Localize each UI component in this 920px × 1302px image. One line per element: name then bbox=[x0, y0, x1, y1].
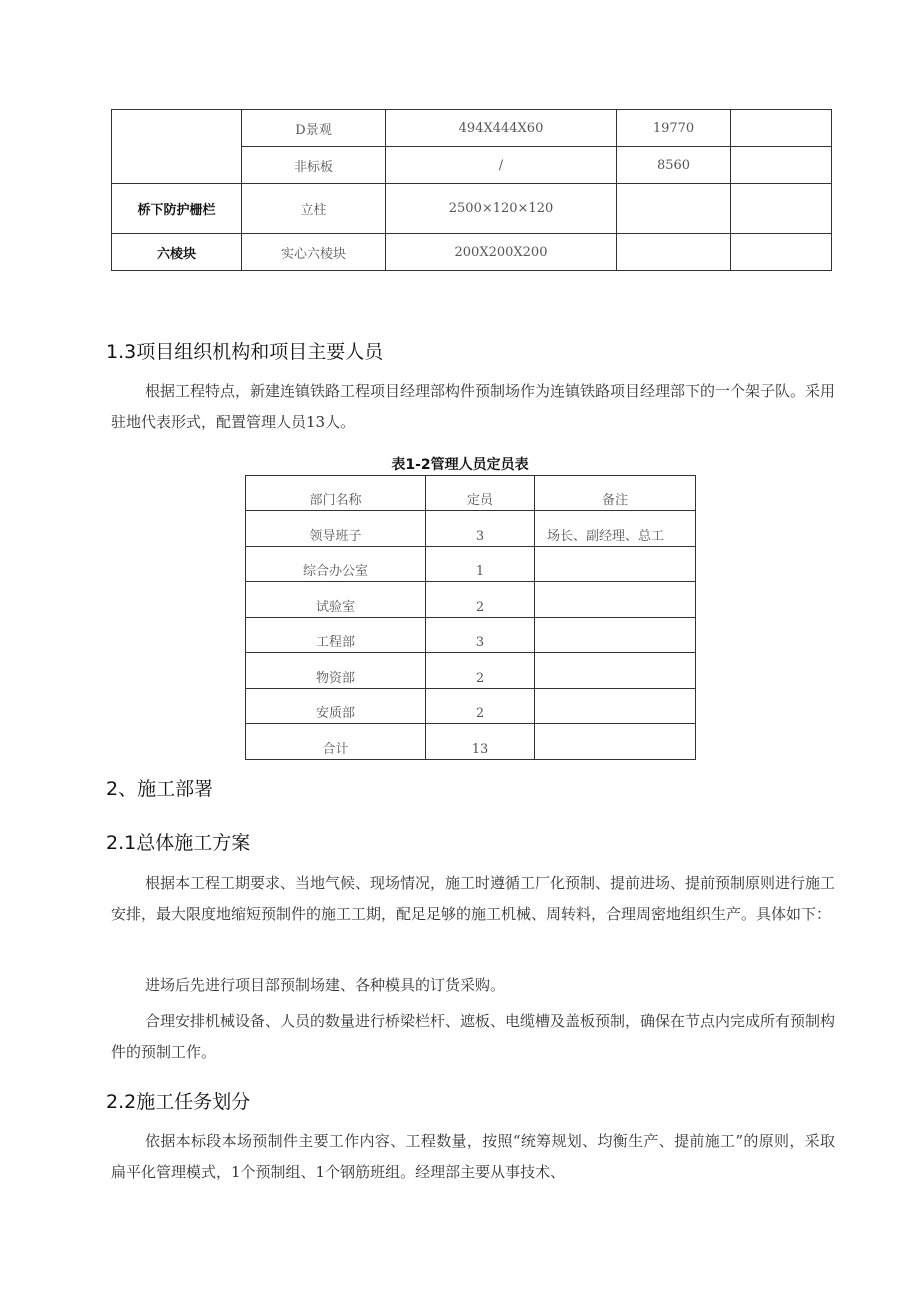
note-cell bbox=[731, 147, 832, 184]
item-cell: 非标板 bbox=[242, 147, 386, 184]
section-heading-2-1: 2.1总体施工方案 bbox=[106, 832, 251, 854]
note-cell bbox=[535, 653, 696, 689]
staff-table bbox=[245, 475, 696, 760]
item-cell: 立柱 bbox=[242, 184, 386, 234]
item-cell: D景观 bbox=[242, 110, 386, 147]
category-cell bbox=[112, 110, 242, 184]
section-2-1-paragraph-1: 根据本工程工期要求、当地气候、现场情况，施工时遵循工厂化预制、提前进场、提前预制原则进行施工安排，最大限度地缩短预制件的施工工期，配足足够的施工机械、周转料，合理周密地组织生产。具体如下： bbox=[111, 874, 836, 923]
category-cell: 六棱块 bbox=[112, 234, 242, 271]
qty-cell: 19770 bbox=[617, 110, 731, 147]
table-row bbox=[246, 689, 696, 724]
note-cell bbox=[535, 547, 696, 582]
count-cell: 2 bbox=[426, 689, 535, 724]
qty-cell: 8560 bbox=[617, 147, 731, 184]
table-row bbox=[246, 618, 696, 653]
dept-cell: 安质部 bbox=[246, 689, 426, 724]
dept-cell: 领导班子 bbox=[246, 511, 426, 547]
note-cell bbox=[731, 184, 832, 234]
dept-cell: 试验室 bbox=[246, 582, 426, 618]
count-cell: 3 bbox=[426, 511, 535, 547]
qty-cell bbox=[617, 184, 731, 234]
section-heading-2-2: 2.2施工任务划分 bbox=[106, 1091, 251, 1113]
dept-cell: 综合办公室 bbox=[246, 547, 426, 582]
dept-cell: 合计 bbox=[246, 724, 426, 760]
table-header-row bbox=[246, 476, 696, 511]
note-cell bbox=[731, 234, 832, 271]
section-1-3-paragraph: 根据工程特点，新建连镇铁路工程项目经理部构件预制场作为连镇铁路项目经理部下的一个架子队。采用驻地代表形式，配置管理人员13人。 bbox=[111, 382, 836, 431]
table-row bbox=[246, 582, 696, 618]
count-cell: 2 bbox=[426, 653, 535, 689]
count-cell: 3 bbox=[426, 618, 535, 653]
spec-cell: 200X200X200 bbox=[386, 234, 617, 271]
section-heading-1-3: 1.3项目组织机构和项目主要人员 bbox=[106, 341, 384, 363]
note-cell bbox=[535, 582, 696, 618]
count-cell: 2 bbox=[426, 582, 535, 618]
dept-cell: 物资部 bbox=[246, 653, 426, 689]
note-cell bbox=[731, 110, 832, 147]
table-row bbox=[246, 724, 696, 760]
section-2-2-paragraph: 依据本标段本场预制件主要工作内容、工程数量，按照“统筹规划、均衡生产、提前施工”的原则，采取扁平化管理模式，1个预制组、1个钢筋班组。经理部主要从事技术、 bbox=[111, 1132, 835, 1181]
spec-cell: / bbox=[386, 147, 617, 184]
note-cell: 场长、副经理、总工 bbox=[535, 511, 696, 547]
table-row bbox=[246, 547, 696, 582]
item-cell: 实心六棱块 bbox=[242, 234, 386, 271]
table-row bbox=[246, 511, 696, 547]
section-2-1-paragraph-3: 合理安排机械设备、人员的数量进行桥梁栏杆、遮板、电缆槽及盖板预制，确保在节点内完成所有预制构件的预制工作。 bbox=[111, 1012, 836, 1061]
table-row bbox=[246, 653, 696, 689]
dept-cell: 工程部 bbox=[246, 618, 426, 653]
count-cell: 1 bbox=[426, 547, 535, 582]
table-row bbox=[112, 184, 832, 234]
category-cell: 桥下防护栅栏 bbox=[112, 184, 242, 234]
spec-cell: 2500×120×120 bbox=[386, 184, 617, 234]
header-count: 定员 bbox=[426, 476, 535, 511]
section-heading-2: 2、施工部署 bbox=[106, 778, 214, 800]
spec-cell: 494X444X60 bbox=[386, 110, 617, 147]
header-note: 备注 bbox=[535, 476, 696, 511]
component-table bbox=[111, 109, 832, 271]
qty-cell bbox=[617, 234, 731, 271]
table-row bbox=[112, 234, 832, 271]
note-cell bbox=[535, 618, 696, 653]
count-cell: 13 bbox=[426, 724, 535, 760]
header-dept: 部门名称 bbox=[246, 476, 426, 511]
note-cell bbox=[535, 724, 696, 760]
staff-table-caption: 表1-2管理人员定员表 bbox=[391, 457, 529, 473]
note-cell bbox=[535, 689, 696, 724]
section-2-1-paragraph-2: 进场后先进行项目部预制场建、各种模具的订货采购。 bbox=[145, 976, 506, 994]
table-row bbox=[112, 110, 832, 147]
